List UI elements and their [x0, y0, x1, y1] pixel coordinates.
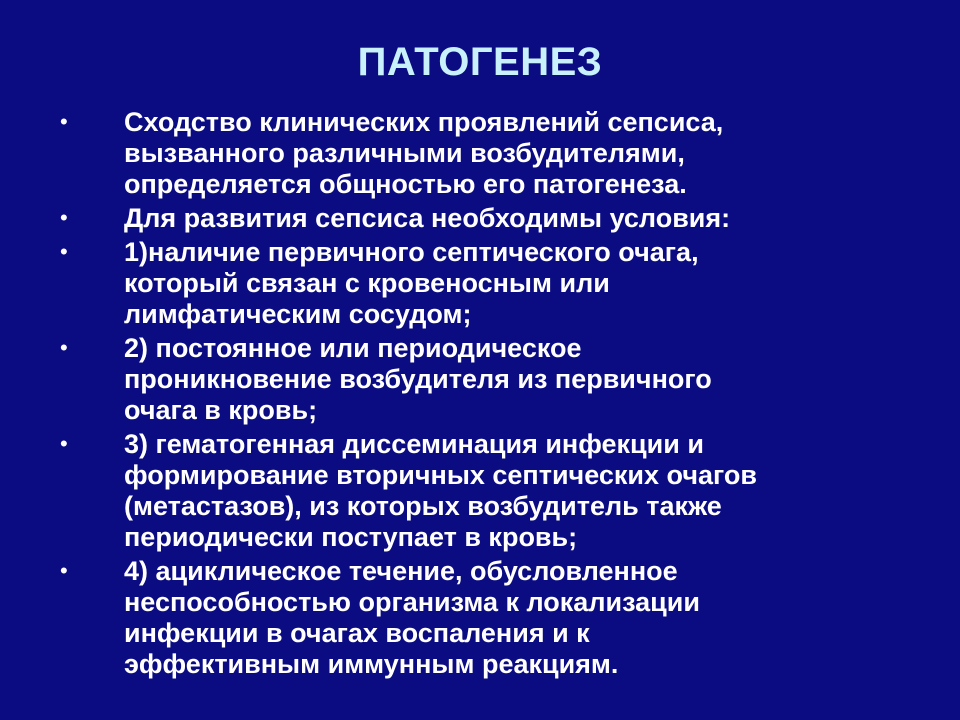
bullet-item [0, 333, 960, 426]
bullet-item [0, 237, 960, 330]
bullet-dot-icon: • [60, 431, 68, 456]
bullet-text: Для развития сепсиса необходимы условия: [124, 203, 731, 233]
bullet-dot-icon: • [60, 335, 68, 360]
bullet-dot-icon: • [60, 109, 68, 134]
bullet-dot-icon: • [60, 205, 68, 230]
bullet-item [0, 107, 960, 200]
bullet-dot-icon: • [60, 239, 68, 264]
bullet-list [0, 107, 960, 683]
bullet-item [0, 556, 960, 680]
bullet-text: 2) постоянное или периодическое проникновение возбудителя из первичного очага в кровь; [124, 333, 712, 425]
bullet-item [0, 429, 960, 553]
bullet-text: Сходство клинических проявлений сепсиса, вызванного различными возбудителями, определяется общностью его патогенеза. [124, 107, 724, 199]
slide-title: ПАТОГЕНЕЗ [357, 40, 603, 84]
bullet-text: 4) ациклическое течение, обусловленное неспособностью организма к локализации инфекции в очагах воспаления и к эффективным иммунным реакциям. [124, 556, 700, 679]
bullet-text: 1)наличие первичного септического очага, который связан с кровеносным или лимфатическим сосудом; [124, 237, 699, 329]
bullet-item [0, 203, 960, 234]
bullet-dot-icon: • [60, 558, 68, 583]
bullet-text: 3) гематогенная диссеминация инфекции и формирование вторичных септических очагов (метастазов), из которых возбудитель также периодически поступает в кровь; [124, 429, 758, 552]
